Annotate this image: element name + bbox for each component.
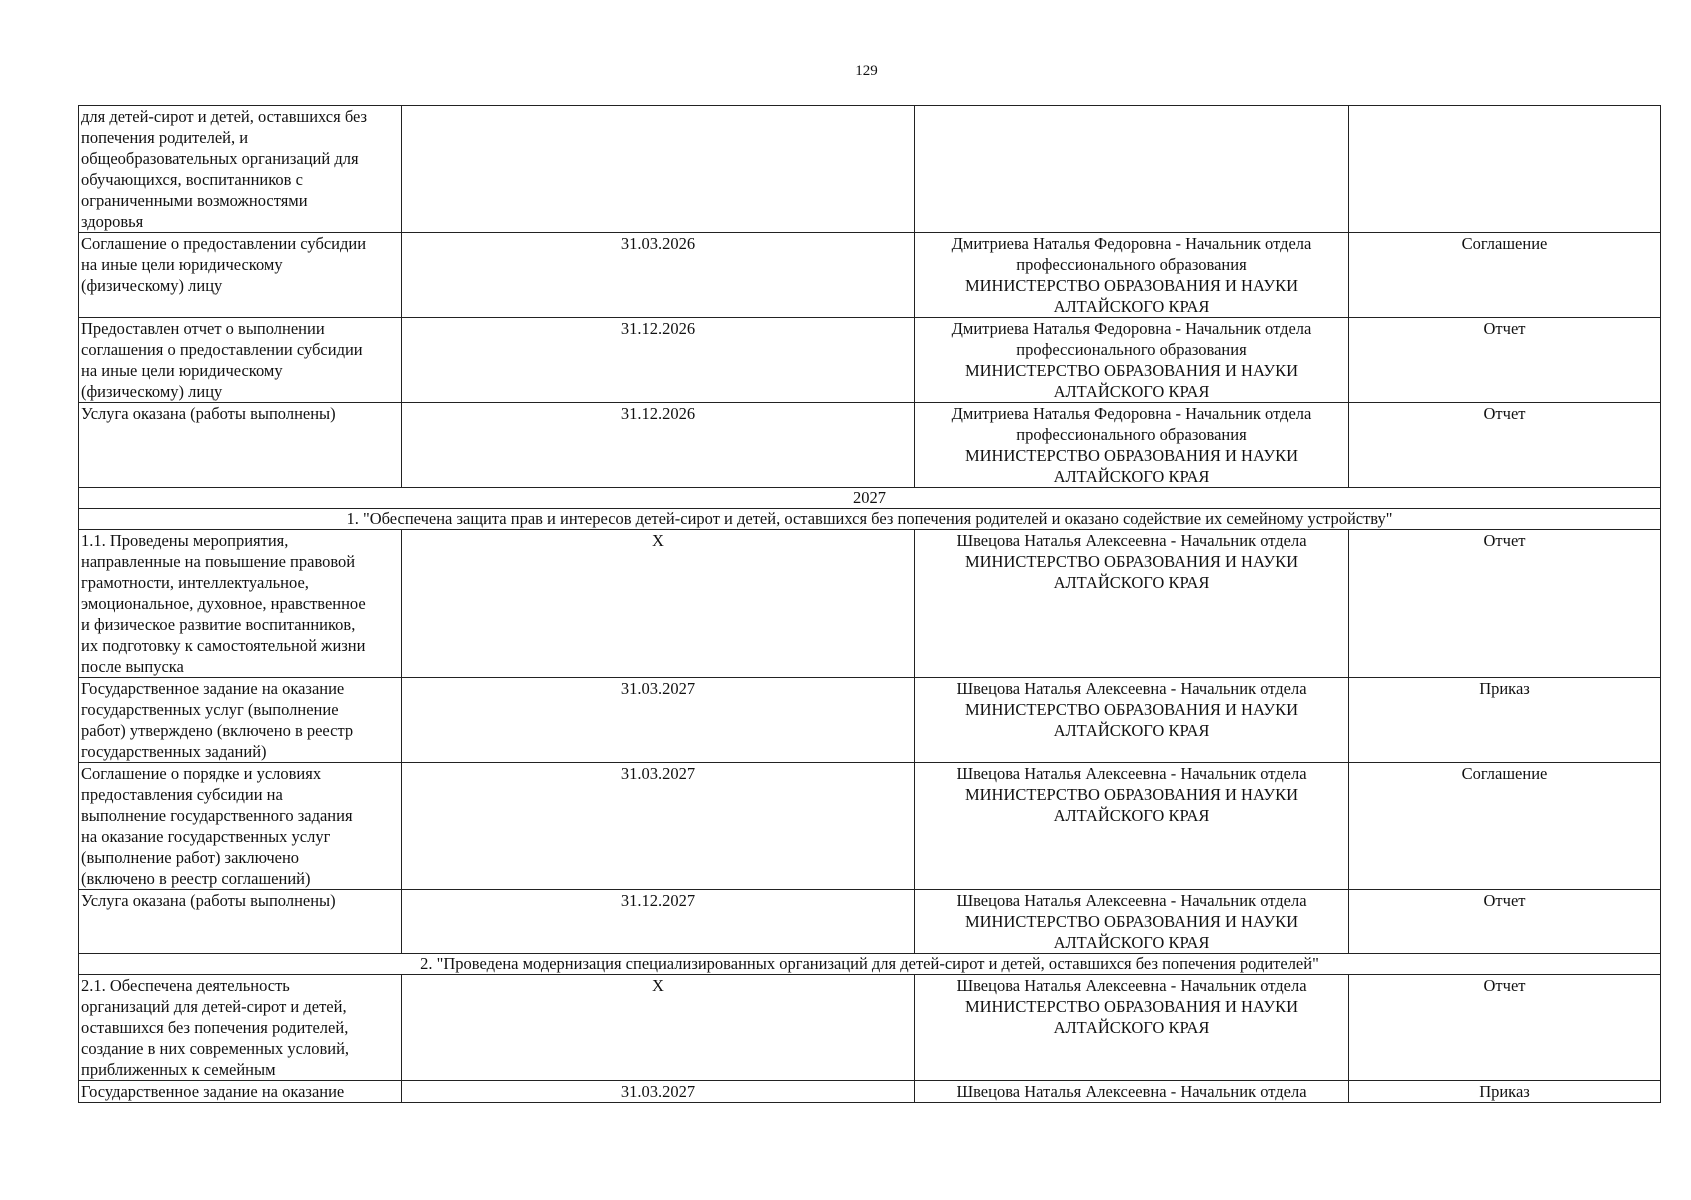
cell-line: государственных услуг (выполнение [81, 700, 339, 719]
cell-line: АЛТАЙСКОГО КРАЯ [1053, 467, 1210, 486]
cell-line: Отчет [1483, 891, 1526, 910]
table-row [79, 530, 1661, 678]
cell-line: АЛТАЙСКОГО КРАЯ [1053, 721, 1210, 740]
cell-line: (выполнение работ) заключено [81, 848, 300, 867]
responsible-cell [915, 975, 1349, 1081]
event-cell [79, 678, 402, 763]
document-cell [1349, 106, 1661, 233]
table-row [79, 403, 1661, 488]
cell-line: работ) утверждено (включено в реестр [81, 721, 354, 740]
table-row [79, 763, 1661, 890]
date-cell [402, 890, 915, 954]
cell-line: грамотности, интеллектуальное, [81, 573, 309, 592]
date-cell [402, 318, 915, 403]
date-cell [402, 530, 915, 678]
responsible-cell [915, 530, 1349, 678]
cell-line: на оказание государственных услуг [81, 827, 331, 846]
cell-line: МИНИСТЕРСТВО ОБРАЗОВАНИЯ И НАУКИ [964, 361, 1299, 380]
section-heading: 2027 [79, 488, 1661, 509]
table-row [79, 678, 1661, 763]
section-row [79, 509, 1661, 530]
event-cell [79, 318, 402, 403]
plan-table-body [79, 106, 1661, 1103]
cell-line: 31.12.2027 [620, 891, 696, 910]
cell-line: ограниченными возможностями [81, 191, 308, 210]
cell-line: 2.1. Обеспечена деятельность [81, 976, 290, 995]
document-cell [1349, 678, 1661, 763]
cell-line: Приказ [1479, 679, 1530, 698]
date-cell [402, 403, 915, 488]
cell-line: Дмитриева Наталья Федоровна - Начальник отдела [951, 319, 1312, 338]
cell-line: Услуга оказана (работы выполнены) [81, 404, 336, 423]
event-cell [79, 106, 402, 233]
cell-line: МИНИСТЕРСТВО ОБРАЗОВАНИЯ И НАУКИ [964, 446, 1299, 465]
table-row [79, 233, 1661, 318]
cell-line: 31.03.2027 [620, 1082, 696, 1101]
cell-line: МИНИСТЕРСТВО ОБРАЗОВАНИЯ И НАУКИ [964, 997, 1299, 1016]
cell-line: 31.03.2027 [620, 679, 696, 698]
cell-line: и физическое развитие воспитанников, [81, 615, 356, 634]
event-cell [79, 890, 402, 954]
cell-line: общеобразовательных организаций для [81, 149, 359, 168]
date-cell [402, 106, 915, 233]
responsible-cell [915, 890, 1349, 954]
cell-line: 31.03.2027 [620, 764, 696, 783]
cell-line: АЛТАЙСКОГО КРАЯ [1053, 382, 1210, 401]
cell-line: Дмитриева Наталья Федоровна - Начальник отдела [951, 234, 1312, 253]
cell-line: Соглашение [1461, 234, 1548, 253]
section-heading: 2. "Проведена модернизация специализированных организаций для детей-сирот и детей, оставшихся без попечения родителей" [79, 954, 1661, 975]
cell-line: Швецова Наталья Алексеевна - Начальник отдела [956, 764, 1307, 783]
cell-line: Дмитриева Наталья Федоровна - Начальник отдела [951, 404, 1312, 423]
cell-line: попечения родителей, и [81, 128, 249, 147]
cell-line: Отчет [1483, 404, 1526, 423]
responsible-cell [915, 763, 1349, 890]
responsible-cell [915, 678, 1349, 763]
cell-line: Швецова Наталья Алексеевна - Начальник отдела [956, 976, 1307, 995]
cell-line: АЛТАЙСКОГО КРАЯ [1053, 573, 1210, 592]
cell-line: Предоставлен отчет о выполнении [81, 319, 325, 338]
date-cell [402, 975, 915, 1081]
date-cell [402, 1081, 915, 1103]
document-cell [1349, 975, 1661, 1081]
cell-line: Соглашение о предоставлении субсидии [81, 234, 367, 253]
section-row [79, 954, 1661, 975]
cell-line: Соглашение [1461, 764, 1548, 783]
cell-line: 31.12.2026 [620, 404, 696, 423]
cell-line: приближенных к семейным [81, 1060, 276, 1079]
cell-line: МИНИСТЕРСТВО ОБРАЗОВАНИЯ И НАУКИ [964, 276, 1299, 295]
page-number: 129 [855, 63, 878, 79]
document-cell [1349, 1081, 1661, 1103]
document-cell [1349, 318, 1661, 403]
cell-line: 31.12.2026 [620, 319, 696, 338]
responsible-cell [915, 1081, 1349, 1103]
cell-line: направленные на повышение правовой [81, 552, 356, 571]
document-cell [1349, 233, 1661, 318]
cell-line: оставшихся без попечения родителей, [81, 1018, 349, 1037]
event-cell [79, 403, 402, 488]
responsible-cell [915, 403, 1349, 488]
table-row [79, 890, 1661, 954]
cell-line: АЛТАЙСКОГО КРАЯ [1053, 806, 1210, 825]
responsible-cell [915, 318, 1349, 403]
cell-line: АЛТАЙСКОГО КРАЯ [1053, 297, 1210, 316]
cell-line: Швецова Наталья Алексеевна - Начальник отдела [956, 531, 1307, 550]
cell-line: соглашения о предоставлении субсидии [81, 340, 363, 359]
cell-line: Швецова Наталья Алексеевна - Начальник отдела [956, 679, 1307, 698]
cell-line: (физическому) лицу [81, 276, 223, 295]
cell-line: МИНИСТЕРСТВО ОБРАЗОВАНИЯ И НАУКИ [964, 912, 1299, 931]
cell-line: X [652, 976, 664, 995]
event-cell [79, 530, 402, 678]
responsible-cell [915, 106, 1349, 233]
cell-line: МИНИСТЕРСТВО ОБРАЗОВАНИЯ И НАУКИ [964, 700, 1299, 719]
document-cell [1349, 890, 1661, 954]
cell-line: АЛТАЙСКОГО КРАЯ [1053, 1018, 1210, 1037]
cell-line: Отчет [1483, 976, 1526, 995]
event-cell [79, 1081, 402, 1103]
cell-line: профессионального образования [1016, 340, 1247, 359]
cell-line: Услуга оказана (работы выполнены) [81, 891, 336, 910]
cell-line: обучающихся, воспитанников с [81, 170, 303, 189]
cell-line: предоставления субсидии на [81, 785, 283, 804]
cell-line: X [652, 531, 664, 550]
cell-line: МИНИСТЕРСТВО ОБРАЗОВАНИЯ И НАУКИ [964, 785, 1299, 804]
table-row [79, 106, 1661, 233]
cell-line: Приказ [1479, 1082, 1530, 1101]
section-heading: 1. "Обеспечена защита прав и интересов детей-сирот и детей, оставшихся без попечения родителей и оказано содействие их семейному устройству" [79, 509, 1661, 530]
cell-line: их подготовку к самостоятельной жизни [81, 636, 366, 655]
date-cell [402, 233, 915, 318]
cell-line: профессионального образования [1016, 255, 1247, 274]
cell-line: (физическому) лицу [81, 382, 223, 401]
document-cell [1349, 530, 1661, 678]
cell-line: на иные цели юридическому [81, 361, 283, 380]
plan-table [78, 105, 1661, 1103]
cell-line: создание в них современных условий, [81, 1039, 350, 1058]
cell-line: после выпуска [81, 657, 184, 676]
cell-line: МИНИСТЕРСТВО ОБРАЗОВАНИЯ И НАУКИ [964, 552, 1299, 571]
cell-line: профессионального образования [1016, 425, 1247, 444]
responsible-cell [915, 233, 1349, 318]
cell-line: 31.03.2026 [620, 234, 696, 253]
document-cell [1349, 763, 1661, 890]
cell-line: Государственное задание на оказание [81, 679, 345, 698]
cell-line: на иные цели юридическому [81, 255, 283, 274]
cell-line: для детей-сирот и детей, оставшихся без [81, 107, 368, 126]
cell-line: здоровья [81, 212, 144, 231]
cell-line: Швецова Наталья Алексеевна - Начальник отдела [956, 1082, 1307, 1101]
date-cell [402, 763, 915, 890]
cell-line: Швецова Наталья Алексеевна - Начальник отдела [956, 891, 1307, 910]
event-cell [79, 233, 402, 318]
event-cell [79, 763, 402, 890]
cell-line: 1.1. Проведены мероприятия, [81, 531, 289, 550]
table-row [79, 318, 1661, 403]
cell-line: государственных заданий) [81, 742, 267, 761]
cell-line: Отчет [1483, 531, 1526, 550]
date-cell [402, 678, 915, 763]
cell-line: Государственное задание на оказание [81, 1082, 345, 1101]
cell-line: выполнение государственного задания [81, 806, 353, 825]
event-cell [79, 975, 402, 1081]
cell-line: Соглашение о порядке и условиях [81, 764, 322, 783]
table-row [79, 1081, 1661, 1103]
cell-line: (включено в реестр соглашений) [81, 869, 311, 888]
cell-line: Отчет [1483, 319, 1526, 338]
table-row [79, 975, 1661, 1081]
section-row [79, 488, 1661, 509]
cell-line: организаций для детей-сирот и детей, [81, 997, 347, 1016]
cell-line: эмоциональное, духовное, нравственное [81, 594, 366, 613]
cell-line: АЛТАЙСКОГО КРАЯ [1053, 933, 1210, 952]
document-cell [1349, 403, 1661, 488]
